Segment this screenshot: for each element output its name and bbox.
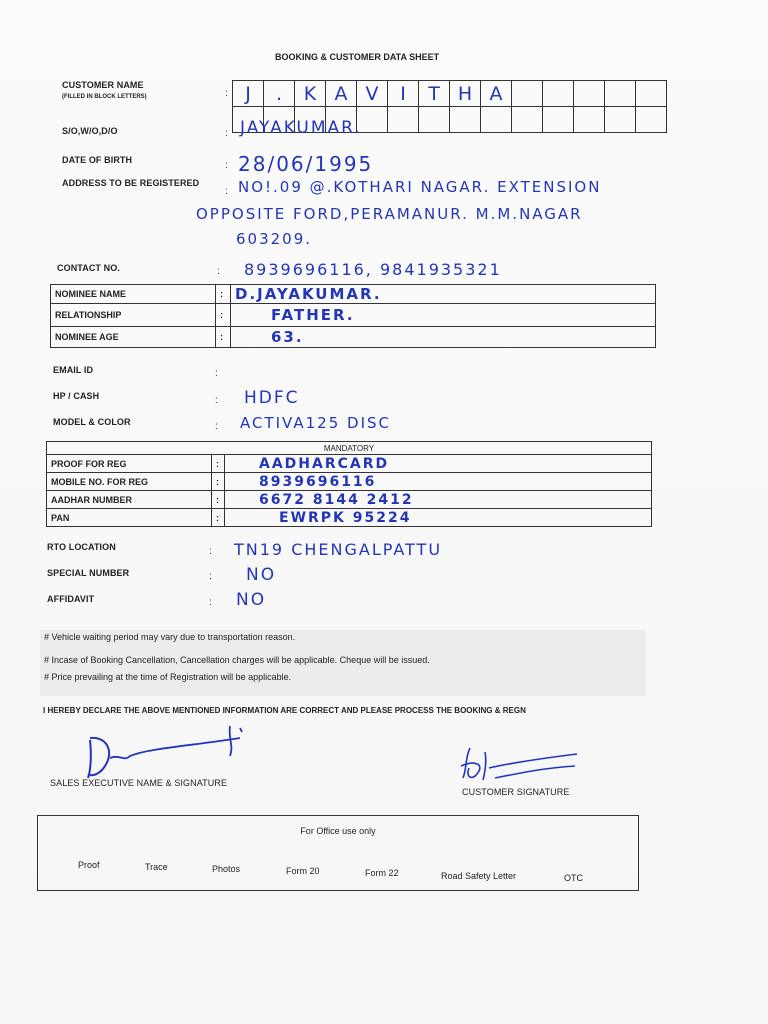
pan-value bbox=[225, 509, 652, 527]
rto-location-label: RTO LOCATION bbox=[47, 542, 116, 552]
model-color-label: MODEL & COLOR bbox=[53, 417, 131, 427]
proof-value bbox=[225, 455, 652, 473]
office-use-box bbox=[37, 815, 639, 891]
contact-value: 8939696116, 9841935321 bbox=[244, 260, 502, 279]
name-cell: K bbox=[295, 81, 326, 107]
customer-signature-image bbox=[455, 738, 585, 788]
contact-label: CONTACT NO. bbox=[57, 263, 120, 273]
table-row bbox=[51, 327, 656, 348]
pan-text: EWRPK 95224 bbox=[279, 509, 412, 526]
table-row bbox=[51, 304, 656, 327]
colon-cell: : bbox=[212, 491, 225, 509]
address-line-3: 603209. bbox=[236, 230, 313, 248]
colon-cell: : bbox=[216, 285, 231, 304]
dob-value: 28/06/1995 bbox=[238, 152, 374, 176]
colon: : bbox=[209, 597, 212, 608]
table-row bbox=[47, 473, 652, 491]
name-cell: J bbox=[233, 81, 264, 107]
table-row bbox=[51, 285, 656, 304]
note-item: # Incase of Booking Cancellation, Cancellation charges will be applicable. Cheque will be issued. bbox=[44, 655, 430, 665]
colon: : bbox=[225, 186, 228, 197]
aadhar-value bbox=[225, 491, 652, 509]
office-item-road-safety: Road Safety Letter bbox=[441, 871, 517, 881]
nominee-age-text: 63. bbox=[271, 328, 304, 346]
name-cell-empty bbox=[605, 107, 636, 133]
table-row bbox=[47, 442, 652, 455]
affidavit-label: AFFIDAVIT bbox=[47, 594, 95, 604]
name-cell-empty bbox=[419, 107, 450, 133]
proof-text: AADHARCARD bbox=[259, 455, 390, 472]
relation-label: S/O,W/O,D/O bbox=[62, 126, 118, 136]
note-item: # Price prevailing at the time of Registration will be applicable. bbox=[44, 672, 292, 682]
name-cell: A bbox=[481, 81, 512, 107]
address-line-2: OPPOSITE FORD,PERAMANUR. M.M.NAGAR bbox=[196, 205, 583, 223]
name-cell bbox=[605, 81, 636, 107]
office-item-form20: Form 20 bbox=[286, 866, 320, 876]
colon: : bbox=[215, 395, 218, 406]
aadhar-label: AADHAR NUMBER bbox=[47, 491, 212, 509]
name-cell-empty bbox=[481, 107, 512, 133]
name-cell-empty bbox=[574, 107, 605, 133]
colon-cell: : bbox=[212, 455, 225, 473]
nominee-name-value bbox=[231, 285, 656, 304]
name-cell: H bbox=[450, 81, 481, 107]
nominee-name-label: NOMINEE NAME bbox=[51, 285, 216, 304]
hp-cash-label: HP / CASH bbox=[53, 391, 100, 401]
office-item-otc: OTC bbox=[564, 873, 583, 883]
hp-cash-value: HDFC bbox=[244, 388, 300, 408]
address-line-1: NO!.09 @.KOTHARI NAGAR. EXTENSION bbox=[238, 178, 602, 196]
colon-cell: : bbox=[212, 473, 225, 491]
relationship-label: RELATIONSHIP bbox=[51, 304, 216, 327]
form-title: BOOKING & CUSTOMER DATA SHEET bbox=[275, 52, 440, 62]
name-cell: I bbox=[388, 81, 419, 107]
office-item-trace: Trace bbox=[145, 862, 168, 872]
name-cell-empty bbox=[450, 107, 481, 133]
note-item: # Vehicle waiting period may vary due to transportation reason. bbox=[44, 632, 296, 642]
name-cell: V bbox=[357, 81, 388, 107]
mandatory-table bbox=[46, 441, 652, 527]
relationship-text: FATHER. bbox=[271, 306, 355, 324]
colon: : bbox=[209, 546, 212, 557]
office-item-proof: Proof bbox=[78, 860, 100, 870]
office-item-form22: Form 22 bbox=[365, 868, 399, 878]
office-item-photos: Photos bbox=[212, 864, 241, 874]
name-cell-empty bbox=[543, 107, 574, 133]
colon-cell: : bbox=[216, 327, 231, 348]
name-cell: T bbox=[419, 81, 450, 107]
dob-label: DATE OF BIRTH bbox=[62, 155, 133, 165]
customer-signature-label: CUSTOMER SIGNATURE bbox=[462, 787, 570, 797]
relationship-value bbox=[231, 304, 656, 327]
nominee-age-value bbox=[231, 327, 656, 348]
colon: : bbox=[217, 266, 220, 277]
name-cell-empty bbox=[388, 107, 419, 133]
name-cell: . bbox=[264, 81, 295, 107]
table-row bbox=[47, 509, 652, 527]
address-label: ADDRESS TO BE REGISTERED bbox=[62, 178, 200, 188]
name-cell-empty bbox=[636, 107, 667, 133]
mobile-value bbox=[225, 473, 652, 491]
rto-location-value: TN19 CHENGALPATTU bbox=[234, 540, 443, 559]
customer-name-hint: (FILLED IN BLOCK LETTERS) bbox=[62, 94, 147, 100]
table-row bbox=[47, 491, 652, 509]
colon: : bbox=[215, 368, 218, 379]
colon: : bbox=[209, 571, 212, 582]
pan-label: PAN bbox=[47, 509, 212, 527]
affidavit-value: NO bbox=[236, 590, 267, 610]
sales-signature-label: SALES EXECUTIVE NAME & SIGNATURE bbox=[50, 778, 228, 788]
relation-value: JAYAKUMAR. bbox=[240, 118, 362, 138]
name-cell bbox=[574, 81, 605, 107]
colon: : bbox=[225, 160, 228, 171]
nominee-age-label: NOMINEE AGE bbox=[51, 327, 216, 348]
colon-cell: : bbox=[212, 509, 225, 527]
aadhar-text: 6672 8144 2412 bbox=[259, 491, 414, 508]
office-use-title: For Office use only bbox=[300, 826, 376, 836]
mandatory-title: MANDATORY bbox=[47, 442, 652, 455]
name-cell bbox=[543, 81, 574, 107]
colon: : bbox=[225, 88, 228, 99]
special-number-label: SPECIAL NUMBER bbox=[47, 568, 130, 578]
colon: : bbox=[215, 421, 218, 432]
name-cell bbox=[512, 81, 543, 107]
name-cell bbox=[636, 81, 667, 107]
mobile-text: 8939696116 bbox=[259, 473, 377, 490]
nominee-table bbox=[50, 284, 656, 348]
table-row bbox=[47, 455, 652, 473]
name-cell-empty bbox=[512, 107, 543, 133]
customer-name-label: CUSTOMER NAME bbox=[62, 80, 144, 90]
model-color-value: ACTIVA125 DISC bbox=[240, 414, 391, 432]
name-cell: A bbox=[326, 81, 357, 107]
mobile-label: MOBILE NO. FOR REG bbox=[47, 473, 212, 491]
declaration-text: I HEREBY DECLARE THE ABOVE MENTIONED INFORMATION ARE CORRECT AND PLEASE PROCESS THE BOOKING & REGN bbox=[43, 706, 526, 715]
nominee-name-text: D.JAYAKUMAR. bbox=[235, 285, 382, 303]
special-number-value: NO bbox=[246, 565, 277, 585]
proof-label: PROOF FOR REG bbox=[47, 455, 212, 473]
email-label: EMAIL ID bbox=[53, 365, 94, 375]
colon: : bbox=[225, 128, 228, 139]
colon-cell: : bbox=[216, 304, 231, 327]
